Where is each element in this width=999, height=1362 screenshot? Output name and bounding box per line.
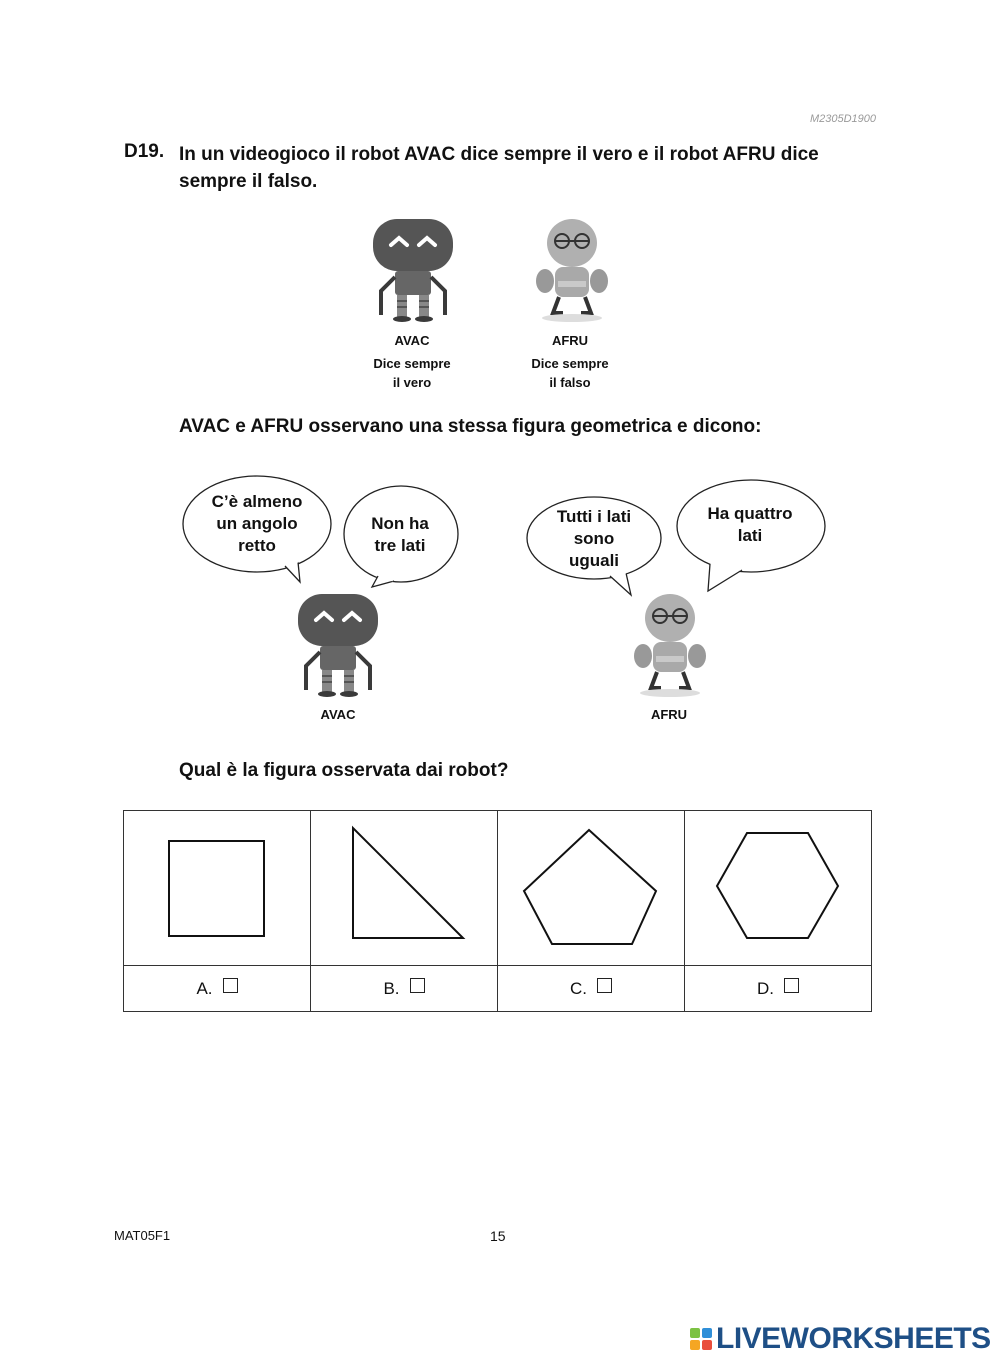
option-c-letter: C. (570, 979, 587, 998)
bubble-afru-1-text (534, 506, 654, 572)
afru-name: AFRU (551, 333, 589, 348)
liveworksheets-wordmark: LIVEWORKSHEETS (716, 1322, 991, 1355)
bubble-avac-1-line-2: un angolo (216, 514, 298, 533)
square-shape (162, 831, 272, 941)
afru-robot-icon (536, 219, 608, 322)
question-code: M2305D1900 (809, 113, 876, 125)
option-c (498, 966, 685, 1012)
bubble-afru-1-line-2: sono (573, 529, 615, 548)
option-c-checkbox[interactable] (597, 978, 612, 993)
liveworksheets-logo (690, 1322, 991, 1356)
avac-robot-illustration (365, 215, 460, 325)
option-d-checkbox[interactable] (784, 978, 799, 993)
option-c-cell (498, 811, 685, 966)
avac-robot-icon (373, 219, 453, 322)
question-number: D19. (124, 141, 165, 162)
option-d (685, 966, 872, 1012)
bubble-avac-1-line-3: retto (238, 536, 276, 555)
avac-robot-icon (298, 594, 378, 697)
option-b-checkbox[interactable] (410, 978, 425, 993)
right-triangle-shape (339, 821, 469, 951)
bubble-afru-1-line-3: uguali (568, 551, 620, 570)
options-table (123, 810, 872, 1012)
avac-scene-label: AVAC (320, 707, 356, 722)
pentagon-shape (521, 823, 661, 948)
labels-row (124, 966, 872, 1012)
bubble-afru-2-text (680, 503, 820, 547)
tile-red (702, 1340, 712, 1350)
option-a-checkbox[interactable] (223, 978, 238, 993)
option-b-cell (311, 811, 498, 966)
afru-desc-line-1: Dice sempre (531, 356, 609, 371)
question-text (179, 141, 859, 195)
liveworksheets-tiles-icon (690, 1328, 712, 1350)
avac-name: AVAC (394, 333, 430, 348)
question-line-2: sempre il falso. (179, 171, 318, 192)
afru-desc-line-2: il falso (549, 375, 591, 390)
bubble-afru-2-line-2: lati (737, 526, 763, 545)
shapes-row (124, 811, 872, 966)
option-a (124, 966, 311, 1012)
tile-blue (702, 1328, 712, 1338)
option-b-letter: B. (383, 979, 400, 998)
bubble-avac-2-line-1: Non ha (371, 514, 429, 533)
page-number: 15 (490, 1228, 506, 1244)
bubble-afru-2-line-1: Ha quattro (707, 504, 793, 523)
option-d-cell (685, 811, 872, 966)
tile-green (690, 1328, 700, 1338)
bubble-avac-2-line-2: tre lati (374, 536, 426, 555)
afru-scene-robot (623, 590, 718, 700)
question-line-1: In un videogioco il robot AVAC dice sempre il vero e il robot AFRU dice (179, 144, 819, 165)
document-code: MAT05F1 (114, 1228, 171, 1243)
bubble-afru-1-line-1: Tutti i lati (556, 507, 632, 526)
scene-prompt: AVAC e AFRU osservano una stessa figura geometrica e dicono: (179, 416, 762, 437)
avac-desc-line-2: il vero (392, 375, 432, 390)
option-a-letter: A. (196, 979, 213, 998)
avac-desc-line-1: Dice sempre (373, 356, 451, 371)
tile-orange (690, 1340, 700, 1350)
bubble-avac-1-line-1: C’è almeno (211, 492, 303, 511)
afru-robot-icon (634, 594, 706, 697)
hexagon-shape (713, 828, 843, 943)
bubble-avac-1-text (187, 491, 327, 557)
afru-scene-label: AFRU (650, 707, 688, 722)
avac-description (357, 354, 467, 392)
option-a-cell (124, 811, 311, 966)
option-b (311, 966, 498, 1012)
afru-description (515, 354, 625, 392)
answer-question: Qual è la figura osservata dai robot? (179, 760, 509, 781)
avac-scene-robot (290, 590, 385, 700)
bubble-avac-2-text (350, 513, 450, 557)
option-d-letter: D. (757, 979, 774, 998)
afru-robot-illustration (525, 215, 620, 325)
